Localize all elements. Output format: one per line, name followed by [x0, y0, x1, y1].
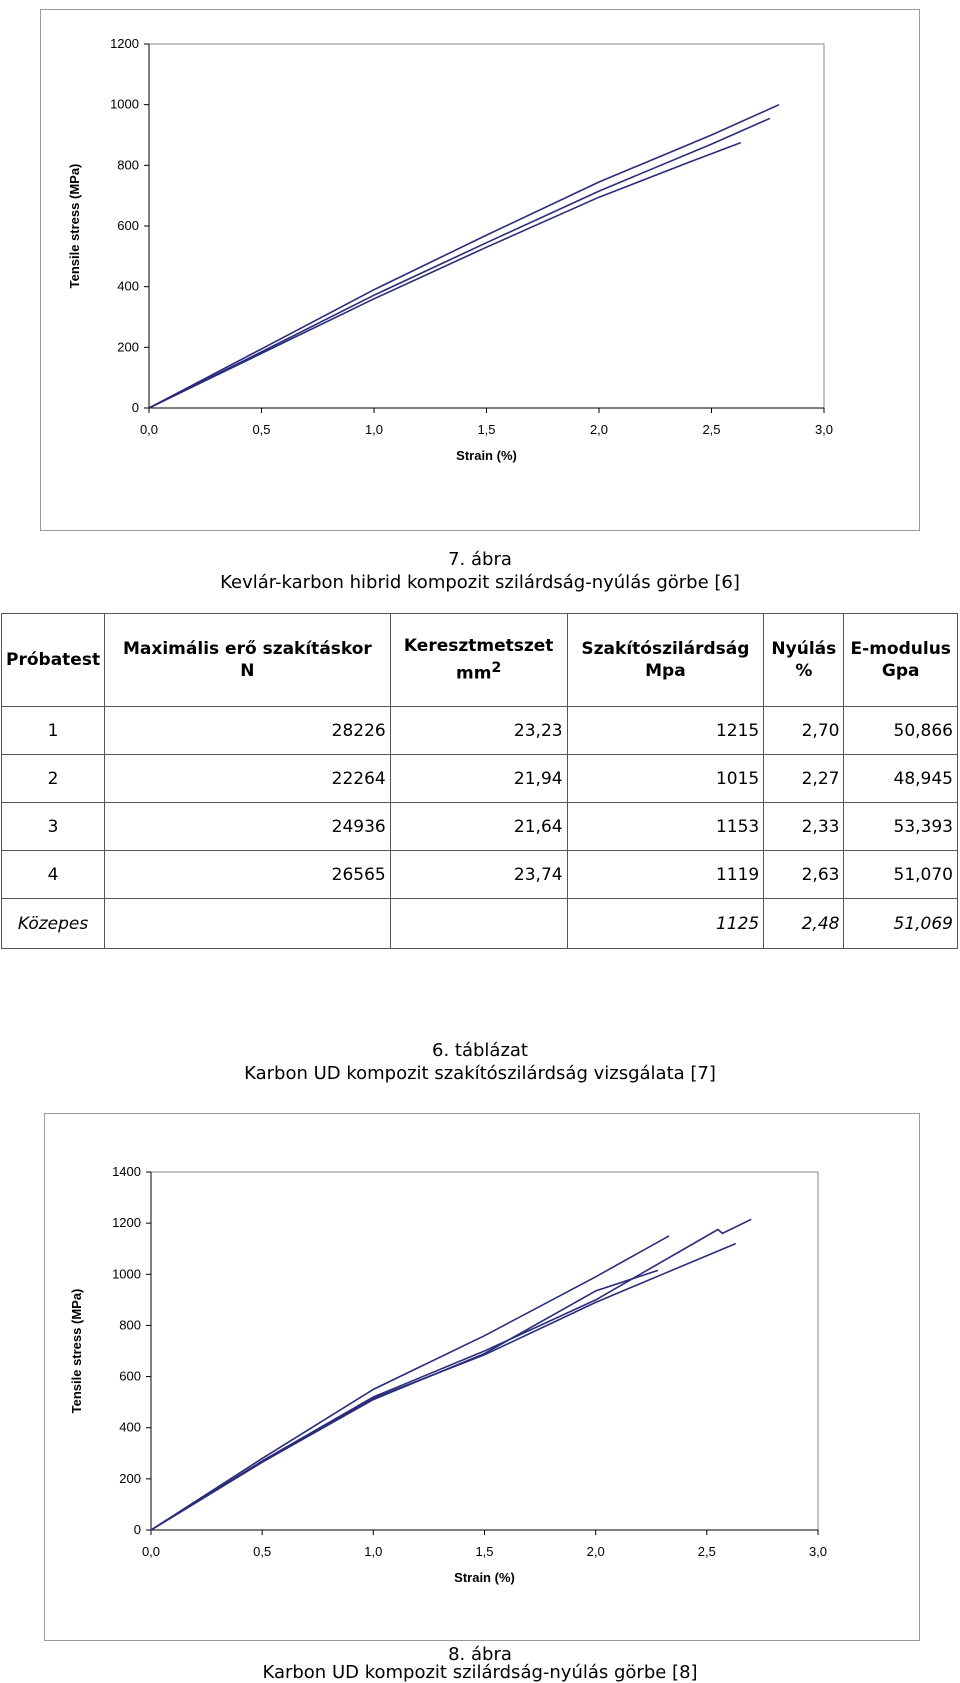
x-tick-label: 0,0	[141, 1544, 161, 1559]
x-tick-label: 2,5	[697, 1544, 716, 1559]
figure-7-caption-number: 7. ábra	[448, 549, 512, 570]
results-table	[1, 613, 958, 949]
figure-8-caption-number: 8. ábra	[448, 1644, 512, 1665]
table-header-cell	[567, 614, 764, 707]
x-tick-label: 1,0	[364, 1544, 383, 1559]
x-tick-label: 0,5	[253, 1544, 272, 1559]
y-tick-label: 0	[133, 1522, 141, 1537]
table-cell	[105, 899, 391, 949]
table-cell: 1015	[567, 755, 764, 803]
x-tick-label: 0,5	[252, 422, 271, 437]
y-tick-label: 200	[117, 339, 139, 355]
plot-area	[149, 44, 824, 408]
y-tick-label: 800	[119, 1317, 141, 1333]
table-header-unit-text: Mpa	[645, 661, 686, 681]
table-cell: 1125	[567, 899, 764, 949]
table-cell: Közepes	[2, 899, 105, 949]
table-cell: 53,393	[844, 803, 958, 851]
series-line-4	[151, 1244, 736, 1530]
table-cell: 2	[2, 755, 105, 803]
figure-7-frame	[40, 9, 920, 531]
x-tick-label: 2,5	[702, 422, 721, 437]
table-cell: 26565	[105, 851, 391, 899]
table-cell: 21,94	[390, 755, 567, 803]
table-cell: 1153	[567, 803, 764, 851]
table-header-cell	[764, 614, 844, 707]
figure-8-chart	[45, 1114, 919, 1640]
figure-8-caption-text: Karbon UD kompozit szilárdság-nyúlás görbe [8]	[262, 1662, 698, 1683]
series-line-1	[151, 1236, 669, 1530]
table-cell	[390, 899, 567, 949]
table-row	[2, 707, 958, 755]
table-cell: 4	[2, 851, 105, 899]
y-tick-label: 1000	[112, 1266, 141, 1282]
table-6-caption-number: 6. táblázat	[432, 1040, 528, 1061]
table-row	[2, 851, 958, 899]
table-cell: 50,866	[844, 707, 958, 755]
table-cell: 1119	[567, 851, 764, 899]
table-header-cell	[844, 614, 958, 707]
table-cell: 2,63	[764, 851, 844, 899]
table-cell: 23,23	[390, 707, 567, 755]
table-header-unit	[768, 660, 839, 682]
y-axis-title: Tensile stress (MPa)	[69, 1288, 84, 1414]
y-tick-label: 1200	[112, 1215, 141, 1231]
table-header-unit-text: N	[240, 661, 255, 681]
x-tick-label: 1,0	[364, 422, 384, 437]
table-cell: 2,48	[764, 899, 844, 949]
table-header-title: Szakítószilárdság	[581, 639, 750, 659]
x-tick-label: 1,5	[475, 1544, 494, 1559]
y-tick-label: 1000	[110, 96, 139, 112]
table-cell: 51,069	[844, 899, 958, 949]
table-row	[2, 803, 958, 851]
y-tick-label: 1400	[112, 1164, 141, 1179]
table-header-unit-text: %	[795, 661, 813, 681]
table-cell: 3	[2, 803, 105, 851]
x-tick-label: 3,0	[808, 1544, 828, 1559]
y-tick-label: 600	[117, 218, 139, 233]
y-axis-title: Tensile stress (MPa)	[67, 163, 82, 289]
table-header-unit	[109, 660, 386, 682]
table-cell: 24936	[105, 803, 391, 851]
table-cell: 1215	[567, 707, 764, 755]
y-tick-label: 600	[119, 1368, 141, 1384]
table-header-unit-exponent: 2	[491, 660, 502, 677]
table-header-unit	[848, 660, 953, 682]
table-header-title: E-modulus	[850, 639, 951, 659]
series-line-2	[151, 1219, 751, 1530]
table-header-unit	[395, 657, 563, 685]
y-tick-label: 800	[117, 157, 139, 173]
table-cell: 51,070	[844, 851, 958, 899]
series-line-2	[149, 118, 770, 408]
table-cell: 2,33	[764, 803, 844, 851]
table-cell: 23,74	[390, 851, 567, 899]
table-header-unit-text: Gpa	[881, 661, 920, 681]
y-tick-label: 0	[131, 400, 139, 415]
table-cell: 48,945	[844, 755, 958, 803]
x-tick-label: 3,0	[814, 422, 834, 437]
y-tick-label: 400	[119, 1419, 141, 1435]
table-row	[2, 755, 958, 803]
table-header-title: Keresztmetszet	[403, 636, 554, 657]
x-tick-label: 0,0	[139, 422, 159, 437]
figure-7-caption-text: Kevlár-karbon hibrid kompozit szilárdság-nyúlás görbe [6]	[220, 572, 740, 593]
table-header-unit	[572, 660, 760, 682]
table-cell: 28226	[105, 707, 391, 755]
table-6-caption-text: Karbon UD kompozit szakítószilárdság vizsgálata [7]	[244, 1063, 716, 1084]
x-tick-label: 2,0	[589, 422, 609, 437]
x-axis-title: Strain (%)	[456, 448, 517, 463]
table-cell: 21,64	[390, 803, 567, 851]
y-tick-label: 200	[119, 1470, 141, 1486]
x-tick-label: 2,0	[586, 1544, 605, 1559]
table-header-cell	[390, 614, 567, 707]
y-tick-label: 1200	[110, 36, 139, 51]
table-average-row	[2, 899, 958, 949]
x-axis-title: Strain (%)	[454, 1570, 515, 1585]
table-cell: 22264	[105, 755, 391, 803]
table-header-row	[2, 614, 958, 707]
series-line-3	[149, 143, 741, 408]
x-tick-label: 1,5	[477, 422, 496, 437]
table-header-cell	[2, 614, 105, 707]
table-cell: 2,27	[764, 755, 844, 803]
table-header-title: Nyúlás	[771, 639, 837, 659]
y-tick-label: 400	[117, 278, 139, 294]
table-header-title: Maximális erő szakításkor	[123, 639, 372, 659]
table-cell: 2,70	[764, 707, 844, 755]
figure-7-chart	[41, 10, 919, 530]
table-header-title: Próbatest	[6, 650, 101, 670]
table-header-cell	[105, 614, 391, 707]
figure-8-frame	[44, 1113, 920, 1641]
table-cell: 1	[2, 707, 105, 755]
table-header-unit-text: mm	[456, 663, 492, 684]
